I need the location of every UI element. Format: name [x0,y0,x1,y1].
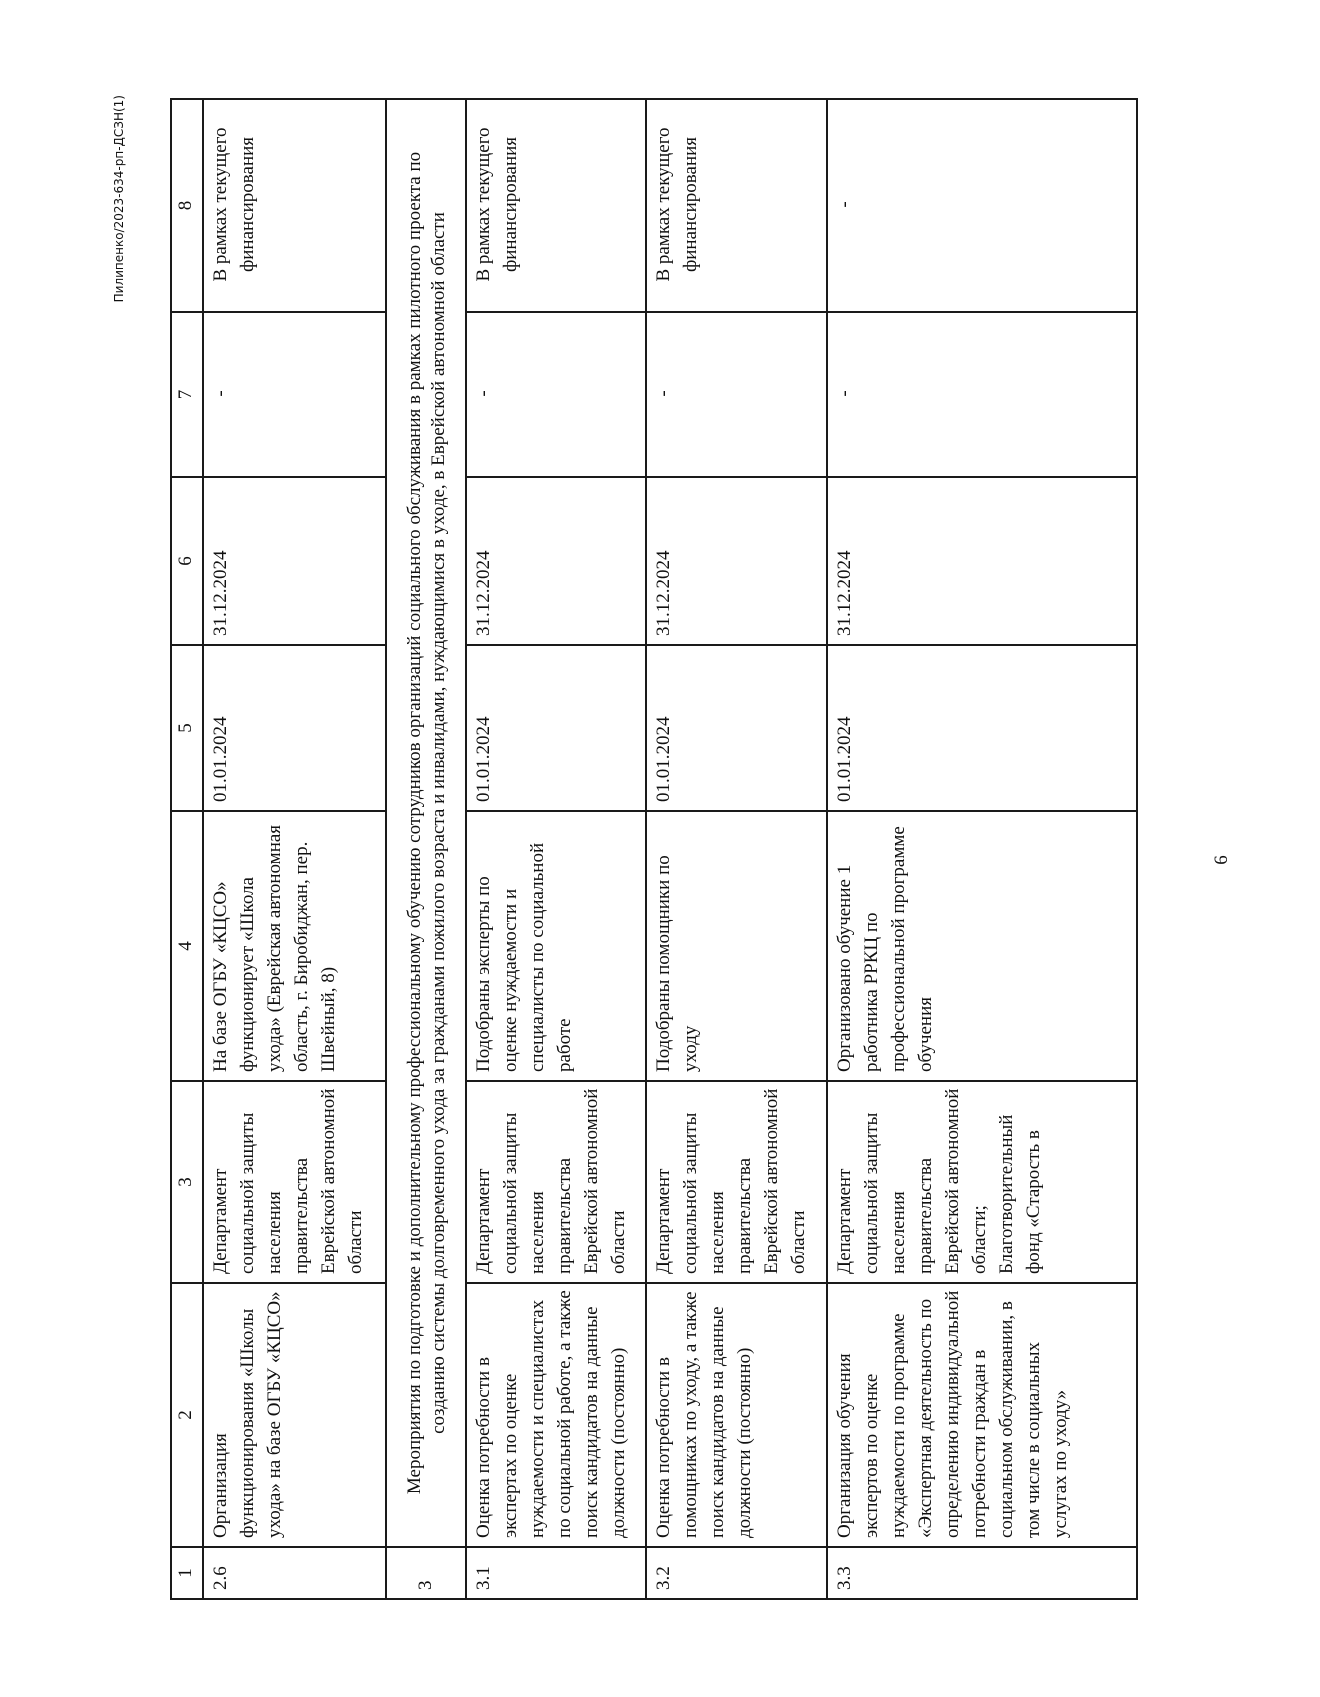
table-row [203,99,386,1599]
column-number-2: 2 [171,1283,203,1547]
funding-source: В рамках текущего финансирования [466,99,646,312]
expected-result: Организовано обучение 1 работника РРКЦ по профессиональной программе обучения [827,811,1137,1081]
responsible-executor: Департамент социальной защиты населения правительства Еврейской автономной области [466,1081,646,1283]
rotated-page-sheet [112,95,1320,1600]
funding-source: В рамках текущего финансирования [203,99,386,312]
expected-result: Подобраны помощники по уходу [646,811,827,1081]
measure-name: Оценка потребности в помощниках по уходу, а также поиск кандидатов на данные должности (постоянно) [646,1283,827,1547]
responsible-executor: Департамент социальной защиты населения правительства Еврейской автономной области [203,1081,386,1283]
column-number-1: 1 [171,1547,203,1599]
section-title: Мероприятия по подготовке и дополнительному профессиональному обучению сотрудников организаций социального обслуживания в рамках пилотного проекта по созданию системы долговременного ухода за гражданами пожилого возраста и инвалидами, нуждающимися в уходе, в Еврейской автономной области [386,99,466,1547]
end-date: 31.12.2024 [827,477,1137,645]
volume-value: - [466,312,646,477]
table-row [646,99,827,1599]
end-date: 31.12.2024 [646,477,827,645]
start-date: 01.01.2024 [646,645,827,811]
volume-value: - [827,312,1137,477]
table-row [827,99,1137,1599]
column-number-8: 8 [171,99,203,312]
page-number: 6 [1211,855,1232,865]
expected-result: На базе ОГБУ «КЦСО» функционирует «Школа ухода» (Еврейская автономная область, г. Биробиджан, пер. Швейный, 8) [203,811,386,1081]
row-number: 3.3 [827,1547,1137,1599]
row-number: 2.6 [203,1547,386,1599]
column-number-7: 7 [171,312,203,477]
volume-value: - [203,312,386,477]
row-number: 3.1 [466,1547,646,1599]
measures-table [170,98,1138,1600]
expected-result: Подобраны эксперты по оценке нуждаемости и специалисты по социальной работе [466,811,646,1081]
funding-source: В рамках текущего финансирования [646,99,827,312]
start-date: 01.01.2024 [827,645,1137,811]
document-reference: Пилипенко/2023-634-рп-ДСЗН(1) [112,95,126,303]
end-date: 31.12.2024 [203,477,386,645]
measure-name: Организация обучения экспертов по оценке нуждаемости по программе «Экспертная деятельность по определению индивидуальной потребности граждан в социальном обслуживании, в том числе в социальных услугах по уходу» [827,1283,1137,1547]
column-number-row [171,99,203,1599]
volume-value: - [646,312,827,477]
measure-name: Оценка потребности в экспертах по оценке нуждаемости и специалистах по социальной работе, а также поиск кандидатов на данные должности (постоянно) [466,1283,646,1547]
column-number-6: 6 [171,477,203,645]
table-row [466,99,646,1599]
responsible-executor: Департамент социальной защиты населения правительства Еврейской автономной области; Благотворительный фонд «Старость в [827,1081,1137,1283]
section-row [386,99,466,1599]
column-number-3: 3 [171,1081,203,1283]
responsible-executor: Департамент социальной защиты населения правительства Еврейской автономной области [646,1081,827,1283]
column-number-5: 5 [171,645,203,811]
measure-name: Организация функционирования «Школы ухода» на базе ОГБУ «КЦСО» [203,1283,386,1547]
start-date: 01.01.2024 [203,645,386,811]
end-date: 31.12.2024 [466,477,646,645]
funding-source: - [827,99,1137,312]
column-number-4: 4 [171,811,203,1081]
start-date: 01.01.2024 [466,645,646,811]
section-number: 3 [386,1547,466,1599]
row-number: 3.2 [646,1547,827,1599]
